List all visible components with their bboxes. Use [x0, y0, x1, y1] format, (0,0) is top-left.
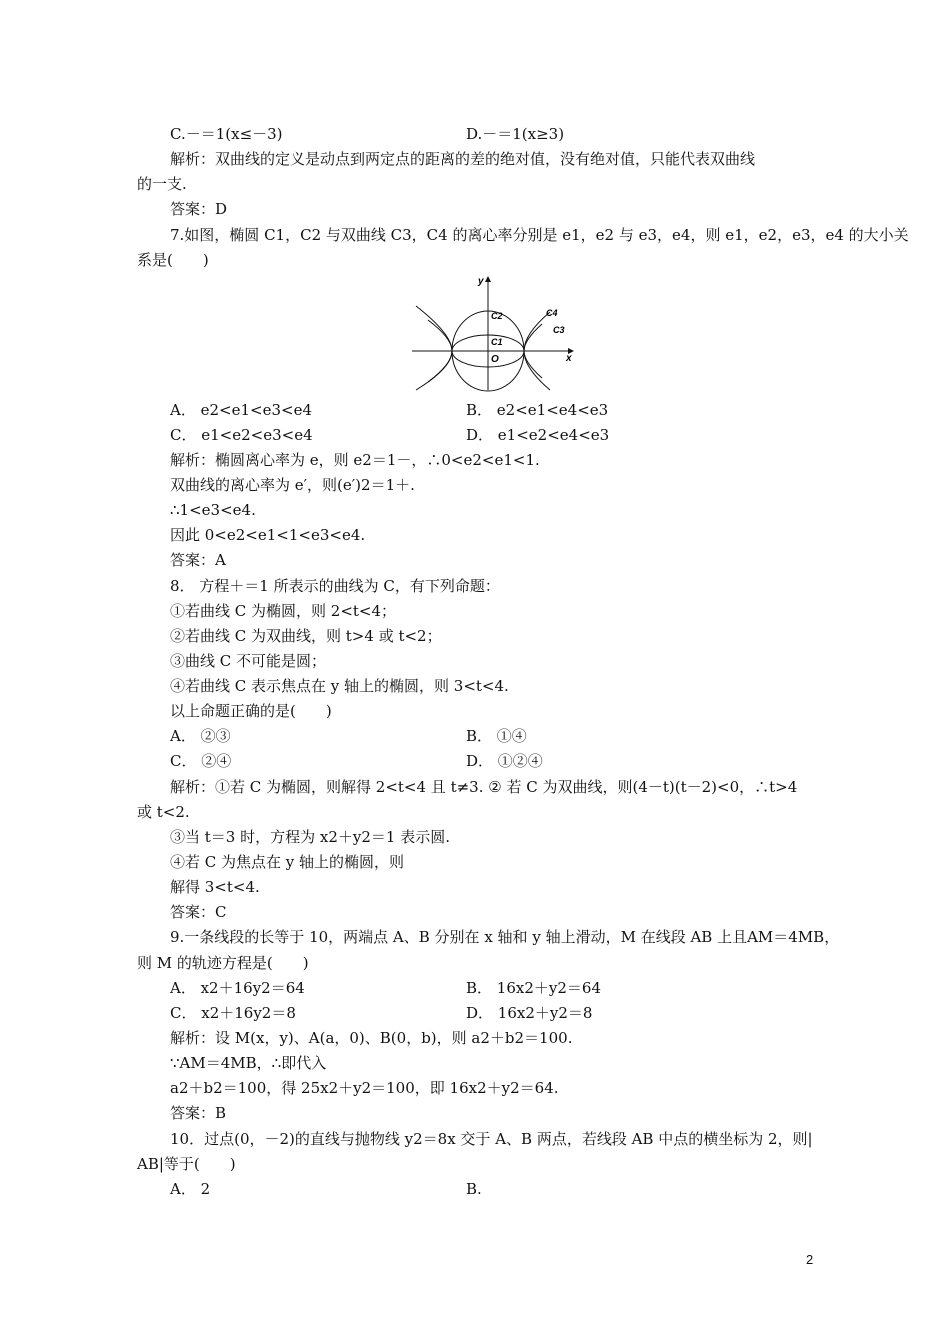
figure-label-c3: C3 — [553, 325, 565, 335]
q7-analysis-1: 解析：椭圆离心率为 e，则 e2＝1－，∴0<e2<e1<1. — [170, 451, 540, 469]
figure-label-c4: C4 — [546, 308, 558, 318]
q6-option-c: C.－＝1(x≤－3) — [170, 125, 283, 143]
figure-label-y: y — [478, 276, 484, 287]
figure-label-c1: C1 — [491, 337, 503, 347]
q8-option-d: D． ①②④ — [466, 752, 543, 770]
figure-label-x: x — [566, 353, 572, 364]
q8-stem: 8． 方程＋＝1 所表示的曲线为 C，有下列命题： — [170, 577, 500, 595]
q9-option-b: B． 16x2＋y2＝64 — [466, 979, 601, 997]
q8-analysis-1: 解析：①若 C 为椭圆，则解得 2<t<4 且 t≠3. ② 若 C 为双曲线，则(4－t)(t－2)<0，∴t>4 — [170, 778, 798, 796]
q8-analysis-1-cont: 或 t<2. — [137, 803, 190, 821]
q7-stem-cont: 系是( ) — [137, 251, 209, 269]
q7-stem: 7.如图，椭圆 C1，C2 与双曲线 C3，C4 的离心率分别是 e1，e2 与 e3，e4，则 e1，e2，e3，e4 的大小关 — [170, 226, 909, 244]
q7-analysis-2: 双曲线的离心率为 e′，则(e′)2＝1＋. — [170, 476, 415, 494]
q7-option-a: A． e2<e1<e3<e4 — [170, 401, 312, 419]
q8-question: 以上命题正确的是( ) — [170, 702, 332, 720]
q9-analysis-3: a2＋b2＝100，得 25x2＋y2＝100，即 16x2＋y2＝64. — [170, 1079, 559, 1097]
q9-option-d: D． 16x2＋y2＝8 — [466, 1004, 593, 1022]
q7-option-b: B． e2<e1<e4<e3 — [466, 401, 609, 419]
q9-answer: 答案：B — [170, 1104, 227, 1122]
q8-option-a: A． ②③ — [170, 727, 231, 745]
q8-analysis-3: ③当 t＝3 时，方程为 x2＋y2＝1 表示圆. — [170, 828, 450, 846]
conic-figure — [408, 272, 576, 394]
q9-analysis-2: ∵AM＝4MB，∴即代入 — [170, 1054, 327, 1072]
q7-option-c: C． e1<e2<e3<e4 — [170, 426, 313, 444]
q8-proposition-4: ④若曲线 C 表示焦点在 y 轴上的椭圆，则 3<t<4. — [170, 677, 509, 695]
q7-analysis-3: ∴1<e3<e4. — [170, 501, 256, 519]
q8-option-c: C． ②④ — [170, 752, 232, 770]
q7-analysis-4: 因此 0<e2<e1<1<e3<e4. — [170, 526, 366, 544]
q7-answer: 答案：A — [170, 551, 226, 569]
q8-analysis-4: ④若 C 为焦点在 y 轴上的椭圆，则 — [170, 853, 405, 871]
q9-option-c: C． x2＋16y2＝8 — [170, 1004, 296, 1022]
q9-analysis-1: 解析：设 M(x，y)、A(a，0)、B(0，b)，则 a2＋b2＝100. — [170, 1029, 573, 1047]
q8-proposition-2: ②若曲线 C 为双曲线，则 t>4 或 t<2； — [170, 627, 442, 645]
q8-analysis-5: 解得 3<t<4. — [170, 878, 260, 896]
q10-option-b: B. — [466, 1180, 482, 1198]
figure-label-c2: C2 — [491, 311, 503, 321]
q10-stem: 10．过点(0，－2)的直线与抛物线 y2＝8x 交于 A、B 两点，若线段 AB 中点的横坐标为 2，则| — [170, 1130, 813, 1148]
page-number: 2 — [806, 1252, 814, 1267]
q6-analysis-cont: 的一支. — [137, 175, 187, 193]
q8-option-b: B． ①④ — [466, 727, 527, 745]
q10-option-a: A． 2 — [170, 1180, 211, 1198]
q6-analysis: 解析：双曲线的定义是动点到两定点的距离的差的绝对值，没有绝对值，只能代表双曲线 — [170, 150, 756, 168]
figure-label-origin: O — [491, 354, 499, 365]
q6-answer: 答案：D — [170, 200, 228, 218]
q8-proposition-1: ①若曲线 C 为椭圆，则 2<t<4； — [170, 602, 397, 620]
q6-option-d: D.－＝1(x≥3) — [466, 125, 565, 143]
q10-stem-cont: AB|等于( ) — [137, 1155, 236, 1173]
q7-option-d: D． e1<e2<e4<e3 — [466, 426, 610, 444]
q9-stem-cont: 则 M 的轨迹方程是( ) — [137, 954, 309, 972]
q8-answer: 答案：C — [170, 903, 227, 921]
q8-proposition-3: ③曲线 C 不可能是圆； — [170, 652, 327, 670]
q9-stem: 9.一条线段的长等于 10，两端点 A、B 分别在 x 轴和 y 轴上滑动，M 在线段 AB 上且AM＝4MB， — [170, 928, 840, 946]
q9-option-a: A． x2＋16y2＝64 — [170, 979, 305, 997]
